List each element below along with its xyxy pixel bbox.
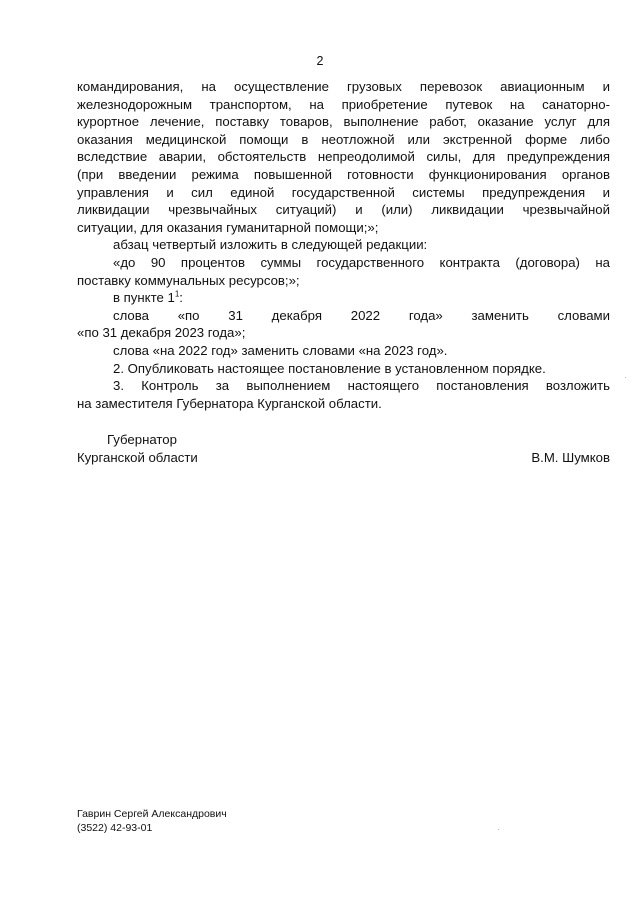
signature-title-line1: Губернатор	[107, 432, 177, 447]
page-number: 2	[316, 54, 324, 68]
quote-line: «до 90 процентов суммы государственного контракта (договора) на	[113, 254, 610, 270]
text-line: командирования, на осуществление грузовых перевозок авиационным и	[77, 79, 610, 94]
item-3-continuation: на заместителя Губернатора Курганской области.	[77, 395, 382, 411]
text-line: вследствие аварии, обстоятельств непреодолимой силы, для предупреждения	[77, 149, 610, 165]
paragraph-abzac: абзац четвертый изложить в следующей редакции:	[113, 237, 428, 253]
in-point-superscript: 1	[174, 289, 180, 299]
signature-title	[77, 431, 198, 466]
scan-speck	[625, 377, 626, 378]
text-line: ликвидации чрезвычайных ситуаций) и (или) ликвидации чрезвычайной	[77, 202, 610, 218]
document-body	[77, 78, 610, 412]
text-line: (при введении режима повышенной готовности функционирования органов	[77, 166, 610, 182]
item-3: 3. Контроль за выполнением настоящего постановления возложить	[113, 378, 610, 394]
text-line: курортное лечение, поставку товаров, выполнение работ, оказание услуг для	[77, 114, 610, 130]
text-line: оказания медицинской помощи в неотложной или экстренной форме либо	[77, 131, 610, 147]
text-line: железнодорожным транспортом, на приобретение путевок на санаторно-	[77, 96, 610, 112]
in-point-colon: :	[179, 290, 183, 306]
item-2: 2. Опубликовать настоящее постановление в установленном порядке.	[113, 360, 546, 376]
footer-phone: (3522) 42-93-01	[77, 821, 153, 834]
text-line: ситуации, для оказания гуманитарной помощи;»;	[77, 219, 379, 235]
paragraph-continuation	[77, 78, 610, 236]
words-replacement: слова «на 2022 год» заменить словами «на 2023 год».	[113, 342, 448, 358]
signature-name: В.М. Шумков	[531, 450, 610, 465]
footer-author: Гаврин Сергей Александрович	[77, 808, 227, 820]
paragraph-in-point	[77, 289, 610, 307]
signature-title-line2: Курганской области	[77, 449, 198, 465]
footer-contact	[77, 808, 227, 835]
words-line: «по 31 декабря 2023 года»;	[77, 325, 246, 341]
quote-line: поставку коммунальных ресурсов;»;	[77, 272, 300, 288]
in-point-text: в пункте 1	[113, 290, 175, 306]
words-line: слова «по 31 декабря 2022 года» заменить словами	[113, 307, 610, 323]
text-line: управления и сил единой государственной системы предупреждения и	[77, 184, 610, 200]
scan-speck	[498, 829, 499, 830]
